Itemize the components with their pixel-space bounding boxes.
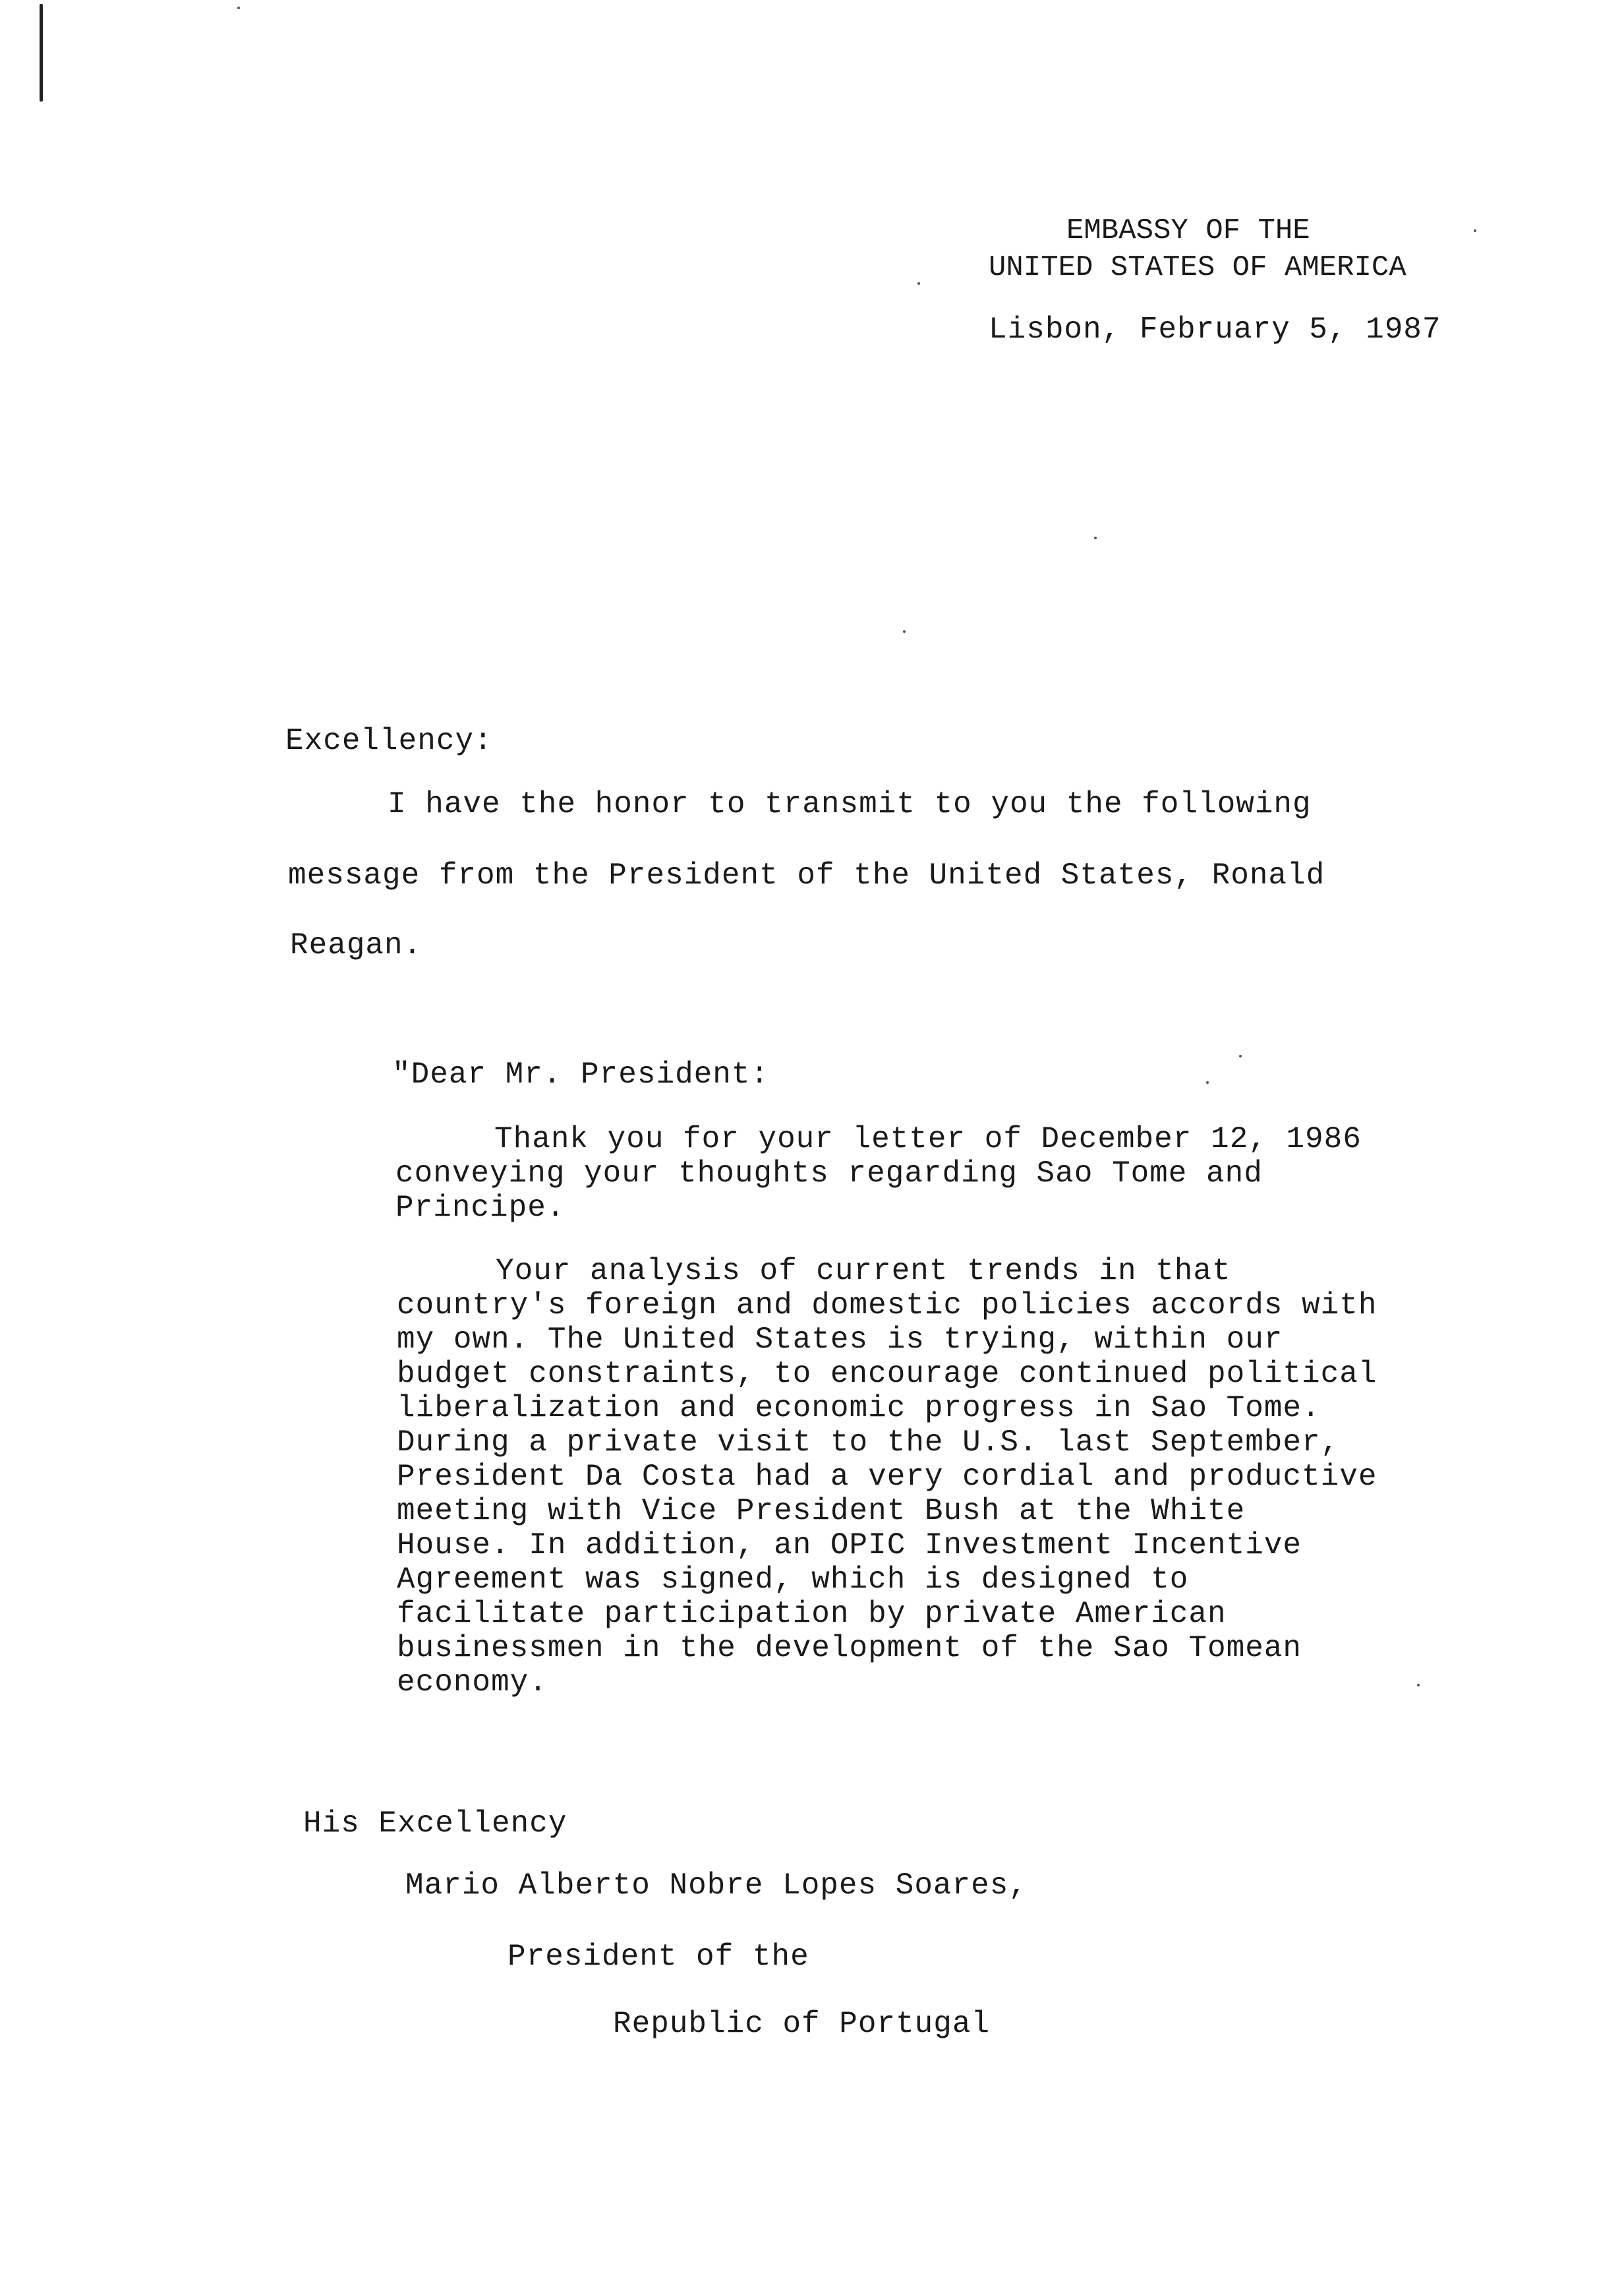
paragraph-1-line: Thank you for your letter of December 12, 1986 [494,1122,1362,1156]
paragraph-2-line: budget constraints, to encourage continued political [397,1357,1378,1391]
scan-speck [1206,1081,1209,1084]
paragraph-2-line: country's foreign and domestic policies accords with [397,1288,1378,1323]
margin-mark [40,4,43,102]
paragraph-2-line: Your analysis of current trends in that [496,1254,1231,1288]
paragraph-1-line: Principe. [395,1191,566,1225]
paragraph-2-line: President Da Costa had a very cordial and productive [397,1460,1378,1494]
letterhead [989,212,1406,286]
scan-speck [917,282,920,285]
dateline: Lisbon, February 5, 1987 [989,312,1441,347]
scan-speck [1094,537,1097,539]
letterhead-line-2: UNITED STATES OF AMERICA [989,251,1406,284]
paragraph-2-line: meeting with Vice President Bush at the White [397,1494,1246,1528]
paragraph-2 [397,1254,1377,1700]
scan-speck [1417,1684,1420,1686]
letterhead-line-1: EMBASSY OF THE [1066,214,1310,247]
paragraph-2-line: economy. [397,1665,548,1700]
paragraph-2-line: businessmen in the development of the Sao Tomean [397,1631,1302,1665]
paragraph-2-line: facilitate participation by private American [397,1597,1227,1631]
scan-speck [1239,1055,1242,1057]
quoted-salutation: "Dear Mr. President: [392,1057,770,1092]
addressee-line-2: Mario Alberto Nobre Lopes Soares, [405,1868,1028,1903]
salutation: Excellency: [285,724,493,758]
paragraph-2-line: During a private visit to the U.S. last September, [397,1425,1340,1460]
scan-speck [1474,229,1476,232]
addressee-line-4: Republic of Portugal [613,2007,991,2041]
paragraph-2-line: House. In addition, an OPIC Investment Incentive [397,1528,1302,1562]
intro-line-1: I have the honor to transmit to you the following [388,787,1312,821]
paragraph-2-line: liberalization and economic progress in Sao Tome. [397,1391,1321,1425]
paragraph-2-line: Agreement was signed, which is designed to [397,1562,1189,1597]
paragraph-1-line: conveying your thoughts regarding Sao Tome and [395,1156,1263,1191]
addressee-line-3: President of the [508,1940,809,1974]
paragraph-2-line: my own. The United States is trying, within our [397,1323,1283,1357]
addressee-line-1: His Excellency [303,1806,567,1841]
scan-speck [237,7,240,9]
scan-speck [903,630,906,633]
intro-line-3: Reagan. [290,928,422,963]
paragraph-1 [395,1122,1362,1225]
intro-line-2: message from the President of the United States, Ronald [288,858,1325,893]
